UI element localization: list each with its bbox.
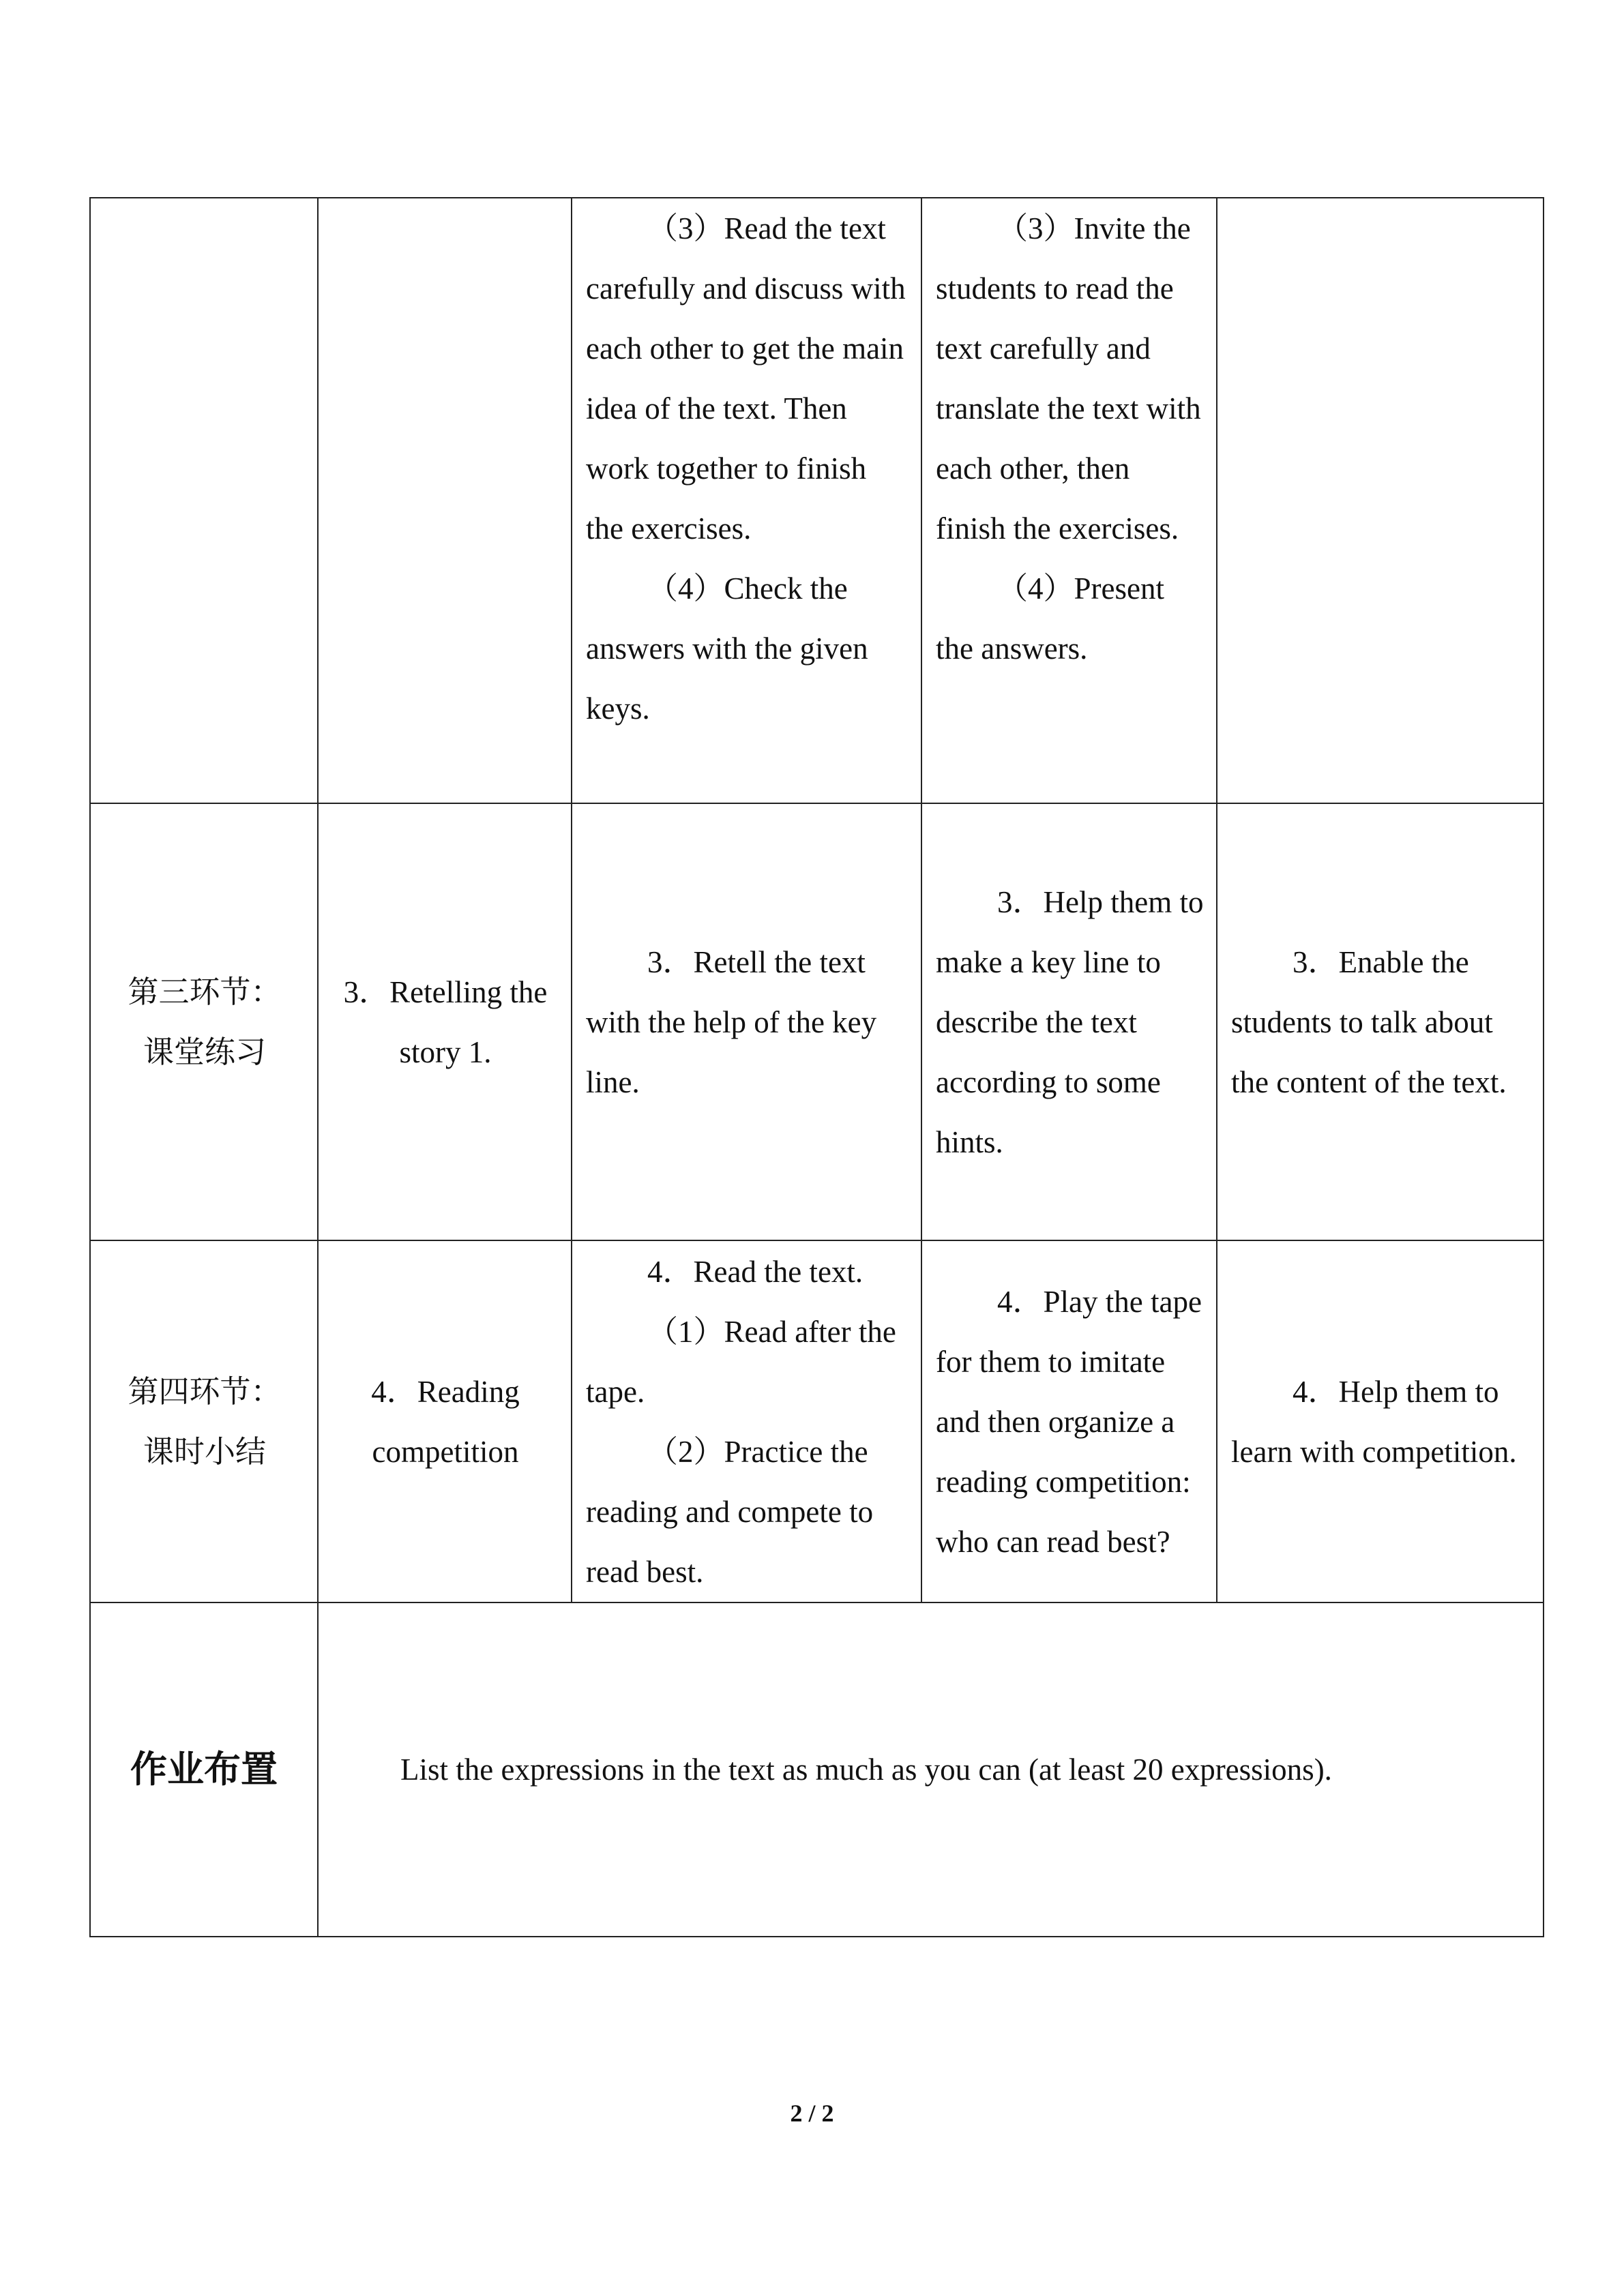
purpose-text: 3．Enable the students to talk about the content of the text. xyxy=(1231,944,1507,1099)
teacher-activity-text: 3．Help them to make a key line to describe the text according to some hints. xyxy=(936,884,1204,1159)
activity-text: 4．Reading competition xyxy=(371,1374,520,1469)
stage-cell xyxy=(90,1240,318,1602)
stage-title: 第三环节： xyxy=(128,974,282,1009)
table-row xyxy=(90,1602,1544,1937)
activity-cell xyxy=(318,803,572,1240)
purpose-cell xyxy=(1217,198,1544,803)
student-step-1: （1）Read after the tape. xyxy=(586,1314,896,1409)
stage-cell xyxy=(90,198,318,803)
student-activity-cell xyxy=(572,198,921,803)
teacher-activity-cell xyxy=(921,1240,1217,1602)
activity-text: 3．Retelling the story 1. xyxy=(343,974,548,1069)
purpose-text: 4．Help them to learn with competition. xyxy=(1231,1374,1517,1469)
student-step-3: （3）Read the text carefully and discuss with each other to get the main idea of the text. Then work together to finish the exercises. xyxy=(586,211,917,546)
homework-label-cell xyxy=(90,1602,318,1937)
teacher-activity-cell xyxy=(921,198,1217,803)
stage-title: 第四环节： xyxy=(128,1374,282,1409)
stage-subtitle: 课时小结 xyxy=(143,1434,266,1469)
table-row xyxy=(90,198,1544,803)
student-step-2: （2）Practice the reading and compete to read best. xyxy=(586,1434,874,1589)
homework-content-cell xyxy=(318,1602,1544,1937)
student-step-main: 4．Read the text. xyxy=(647,1254,863,1289)
homework-label: 作业布置 xyxy=(130,1748,278,1791)
activity-cell xyxy=(318,1240,572,1602)
purpose-cell xyxy=(1217,1240,1544,1602)
teacher-step-3: （3）Invite the students to read the text carefully and translate the text with each other, then finish the exercises. xyxy=(936,211,1201,546)
teacher-activity-text: 4．Play the tape for them to imitate and then organize a reading competition: who can read best? xyxy=(936,1284,1202,1559)
student-step-4: （4）Check the answers with the given keys. xyxy=(586,571,868,726)
teacher-activity-cell xyxy=(921,803,1217,1240)
page-number: 2 / 2 xyxy=(790,2100,834,2127)
table-row xyxy=(90,1240,1544,1602)
lesson-plan-table xyxy=(89,197,1544,1937)
teacher-step-4: （4）Present the answers. xyxy=(936,571,1164,666)
student-activity-text: 3．Retell the text with the help of the key line. xyxy=(586,944,877,1099)
activity-cell xyxy=(318,198,572,803)
stage-cell xyxy=(90,803,318,1240)
table-row xyxy=(90,803,1544,1240)
student-activity-cell xyxy=(572,803,921,1240)
purpose-cell xyxy=(1217,803,1544,1240)
stage-subtitle: 课堂练习 xyxy=(143,1034,266,1069)
student-activity-cell xyxy=(572,1240,921,1602)
homework-text: List the expressions in the text as much as you can (at least 20 expressions). xyxy=(400,1753,1332,1787)
